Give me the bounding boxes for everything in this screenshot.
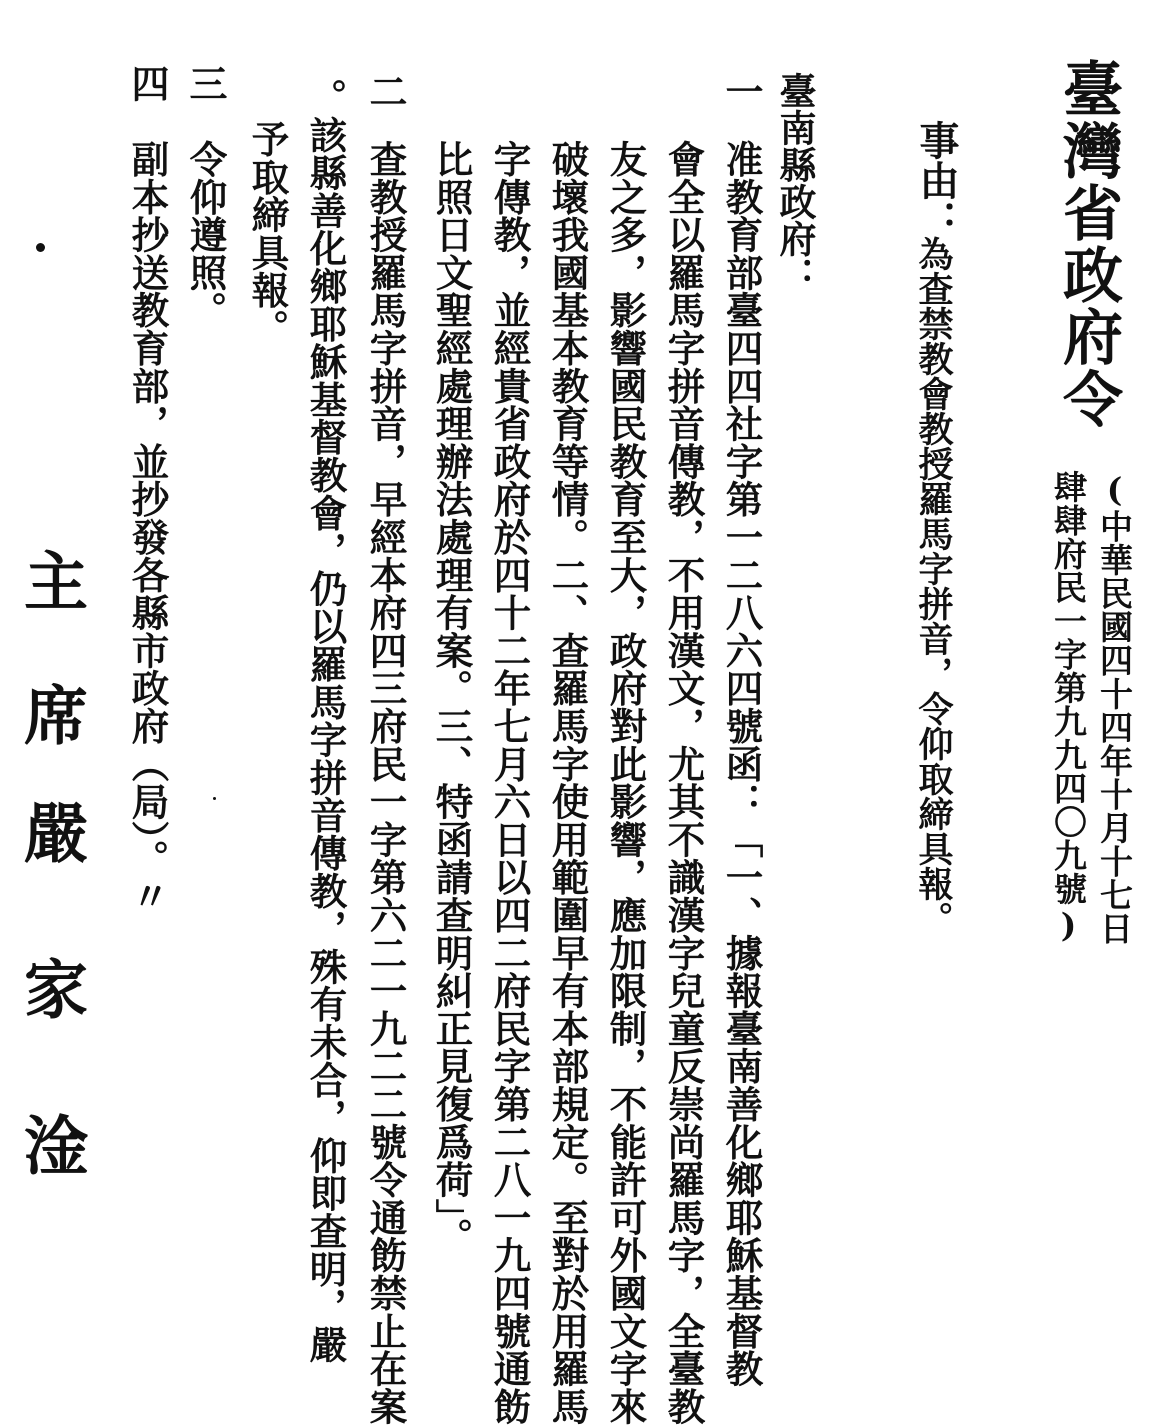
section-1-line-4: 破壞我國基本教育等情。二、查羅馬字使用範圍早有本部規定。至對於用羅馬 (545, 140, 590, 1425)
section-1-line-6: 比照日文聖經處理辦法處理有案。三、特函請查明糾正見復爲荷」。 (429, 140, 474, 1256)
ink-dot (213, 797, 216, 800)
subject-label: 事由： (913, 120, 960, 240)
section-3-line-1: 令仰遵照。 (183, 140, 228, 329)
section-2-line-2: 。該縣善化鄉耶穌基督教會，仍以羅馬字拼音傳教，殊有未合，仰即查明，嚴 (303, 78, 348, 1364)
section-1-line-3: 友之多，影響國民教育至大，政府對此影響，應加限制，不能許可外國文字來 (603, 140, 648, 1425)
section-number-4: 四 (125, 64, 170, 102)
ink-dot (36, 243, 45, 252)
section-1-line-2: 會全以羅馬字拼音傳教，不用漢文，尤其不識漢字兒童反崇尚羅馬字，全臺教 (661, 140, 706, 1425)
document-title: 臺灣省政府令 (1053, 58, 1123, 430)
chairman-label: 主席 (13, 548, 88, 816)
section-1-line-5: 字傳教，並經貴省政府於四十二年七月六日以四二府民字第二八一九四號通飭 (487, 140, 532, 1425)
section-number-1: 一 (719, 72, 764, 110)
section-1-line-1: 准教育部臺四四社字第一二八六四號函：「一、據報臺南善化鄉耶穌基督教 (719, 140, 764, 1388)
section-number-3: 三 (183, 64, 228, 102)
subject-text: 為查禁教會教授羅馬字拼音，令仰取締具報。 (913, 236, 954, 936)
section-4-line-1: 副本抄送教育部，並抄發各縣市政府（局）。〃 (125, 140, 170, 916)
reference-number: 肆肆府民一字第九九四〇九號) (1049, 470, 1088, 945)
section-2-line-3: 予取締具報。 (245, 120, 290, 347)
addressee: 臺南縣政府： (773, 72, 817, 294)
section-number-2: 二 (363, 72, 408, 110)
issue-date: (中華民國四十四年十月十七日 (1095, 470, 1134, 945)
section-2-line-1: 查教授羅馬字拼音，早經本府四三府民一字第六二一九二二號令通飭禁止在案 (363, 140, 408, 1425)
chairman-name: 嚴家淦 (13, 800, 88, 1268)
